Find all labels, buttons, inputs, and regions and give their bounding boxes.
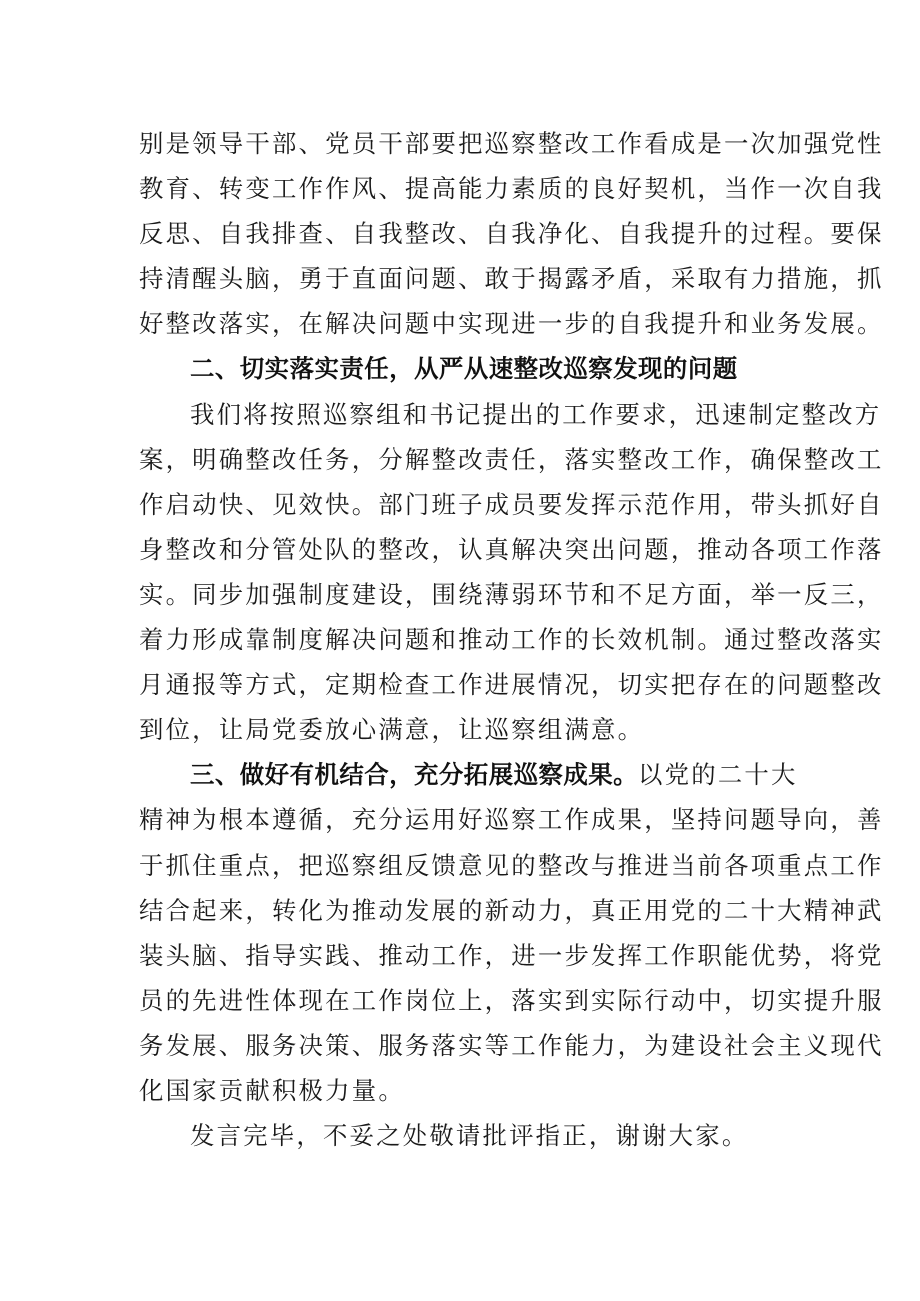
text-line: 装头脑、指导实践、推动工作，进一步发挥工作职能优势，将党 <box>139 940 884 970</box>
text-line: 员的先进性体现在工作岗位上，落实到实际行动中，切实提升服 <box>139 985 884 1015</box>
paragraph-section-3 <box>139 752 884 1113</box>
text-line: 化国家贡献积极力量。 <box>139 1075 405 1105</box>
text-line: 教育、转变工作作风、提高能力素质的良好契机，当作一次自我 <box>139 174 884 204</box>
text-line: 作启动快、见效快。部门班子成员要发挥示范作用，带头抓好自 <box>139 489 884 519</box>
text-line: 月通报等方式，定期检查工作进展情况，切实把存在的问题整改 <box>139 670 884 700</box>
section-heading-3: 三、做好有机结合，充分拓展巡察成果。 <box>190 760 639 790</box>
text-line: 反思、自我排查、自我整改、自我净化、自我提升的过程。要保 <box>139 219 884 249</box>
text-line: 精神为根本遵循，充分运用好巡察工作成果，坚持问题导向，善 <box>139 805 884 835</box>
text-line: 着力形成靠制度解决问题和推动工作的长效机制。通过整改落实 <box>139 625 884 655</box>
text-line: 实。同步加强制度建设，围绕薄弱环节和不足方面，举一反三， <box>139 579 884 609</box>
text-line: 于抓住重点，把巡察组反馈意见的整改与推进当前各项重点工作 <box>139 850 884 880</box>
document-body <box>139 121 884 1158</box>
text-line: 别是领导干部、党员干部要把巡察整改工作看成是一次加强党性 <box>139 129 884 158</box>
text-line: 务发展、服务决策、服务落实等工作能力，为建设社会主义现代 <box>139 1030 884 1060</box>
paragraph-section-2 <box>139 392 884 753</box>
section-heading-2 <box>139 346 799 391</box>
text-line: 持清醒头脑，勇于直面问题、敢于揭露矛盾，采取有力措施，抓 <box>139 264 884 294</box>
text-line: 案，明确整改任务，分解整改责任，落实整改工作，确保整改工 <box>139 444 884 474</box>
text-line: 我们将按照巡察组和书记提出的工作要求，迅速制定整改方 <box>190 399 882 429</box>
text-line: 发言完毕，不妥之处敬请批评指正，谢谢大家。 <box>190 1121 749 1151</box>
text-line: 结合起来，转化为推动发展的新动力，真正用党的二十大精神武 <box>139 895 884 925</box>
paragraph-continuation <box>139 121 884 346</box>
closing-paragraph <box>139 1113 799 1158</box>
text-line: 到位，让局党委放心满意，让巡察组满意。 <box>139 715 645 745</box>
text-line <box>139 752 799 797</box>
text-line: 好整改落实，在解决问题中实现进一步的自我提升和业务发展。 <box>139 309 884 339</box>
text-line: 身整改和分管处队的整改，认真解决突出问题，推动各项工作落 <box>139 534 884 564</box>
text-fragment: 以党的二十大 <box>638 760 798 790</box>
heading-text: 二、切实落实责任，从严从速整改巡察发现的问题 <box>190 354 738 384</box>
